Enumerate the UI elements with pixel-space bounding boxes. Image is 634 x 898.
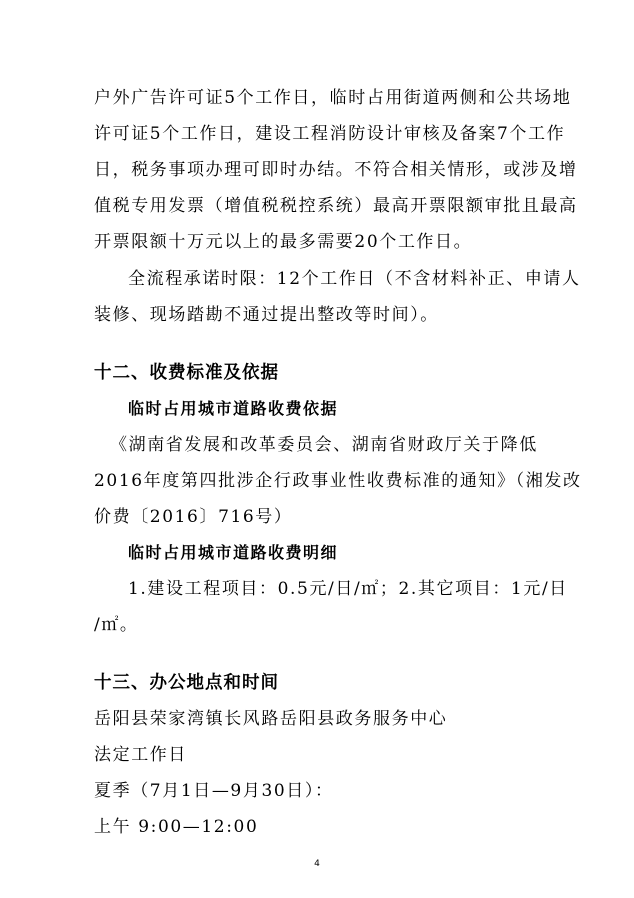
body-line: 日，税务事项办理可即时办结。不符合相关情形，或涉及增 — [94, 160, 578, 180]
body-line: 上午 9:00—12:00 — [94, 817, 259, 837]
body-line: /㎡。 — [94, 615, 139, 635]
body-line: 全流程承诺时限：12个工作日（不含材料补正、申请人 — [128, 269, 581, 289]
body-line: 装修、现场踏勘不通过提出整改等时间）。 — [94, 305, 439, 325]
body-line: 许可证5个工作日，建设工程消防设计审核及备案7个工作 — [94, 124, 566, 144]
subsection-heading: 临时占用城市道路收费依据 — [128, 399, 339, 418]
body-line: 2016年度第四批涉企行政事业性收费标准的通知》（湘发改 — [94, 471, 582, 491]
subsection-heading: 临时占用城市道路收费明细 — [128, 543, 339, 562]
body-line: 价费〔2016〕716号） — [94, 507, 293, 527]
body-line: 《湖南省发展和改革委员会、湖南省财政厅关于降低 — [110, 435, 538, 455]
body-line: 值税专用发票（增值税税控系统）最高开票限额审批且最高 — [94, 196, 578, 216]
body-line: 夏季（7月1日—9月30日）： — [94, 781, 334, 801]
section-heading: 十二、收费标准及依据 — [94, 363, 279, 383]
page-number: 4 — [314, 859, 320, 869]
body-line: 户外广告许可证5个工作日，临时占用街道两侧和公共场地 — [94, 88, 572, 108]
body-line: 1.建设工程项目：0.5元/日/㎡；2.其它项目：1元/日 — [128, 579, 568, 599]
body-line: 岳阳县荣家湾镇长风路岳阳县政务服务中心 — [94, 709, 448, 729]
section-heading: 十三、办公地点和时间 — [94, 673, 279, 693]
body-line: 开票限额十万元以上的最多需要20个工作日。 — [94, 232, 473, 252]
body-line: 法定工作日 — [94, 745, 187, 765]
